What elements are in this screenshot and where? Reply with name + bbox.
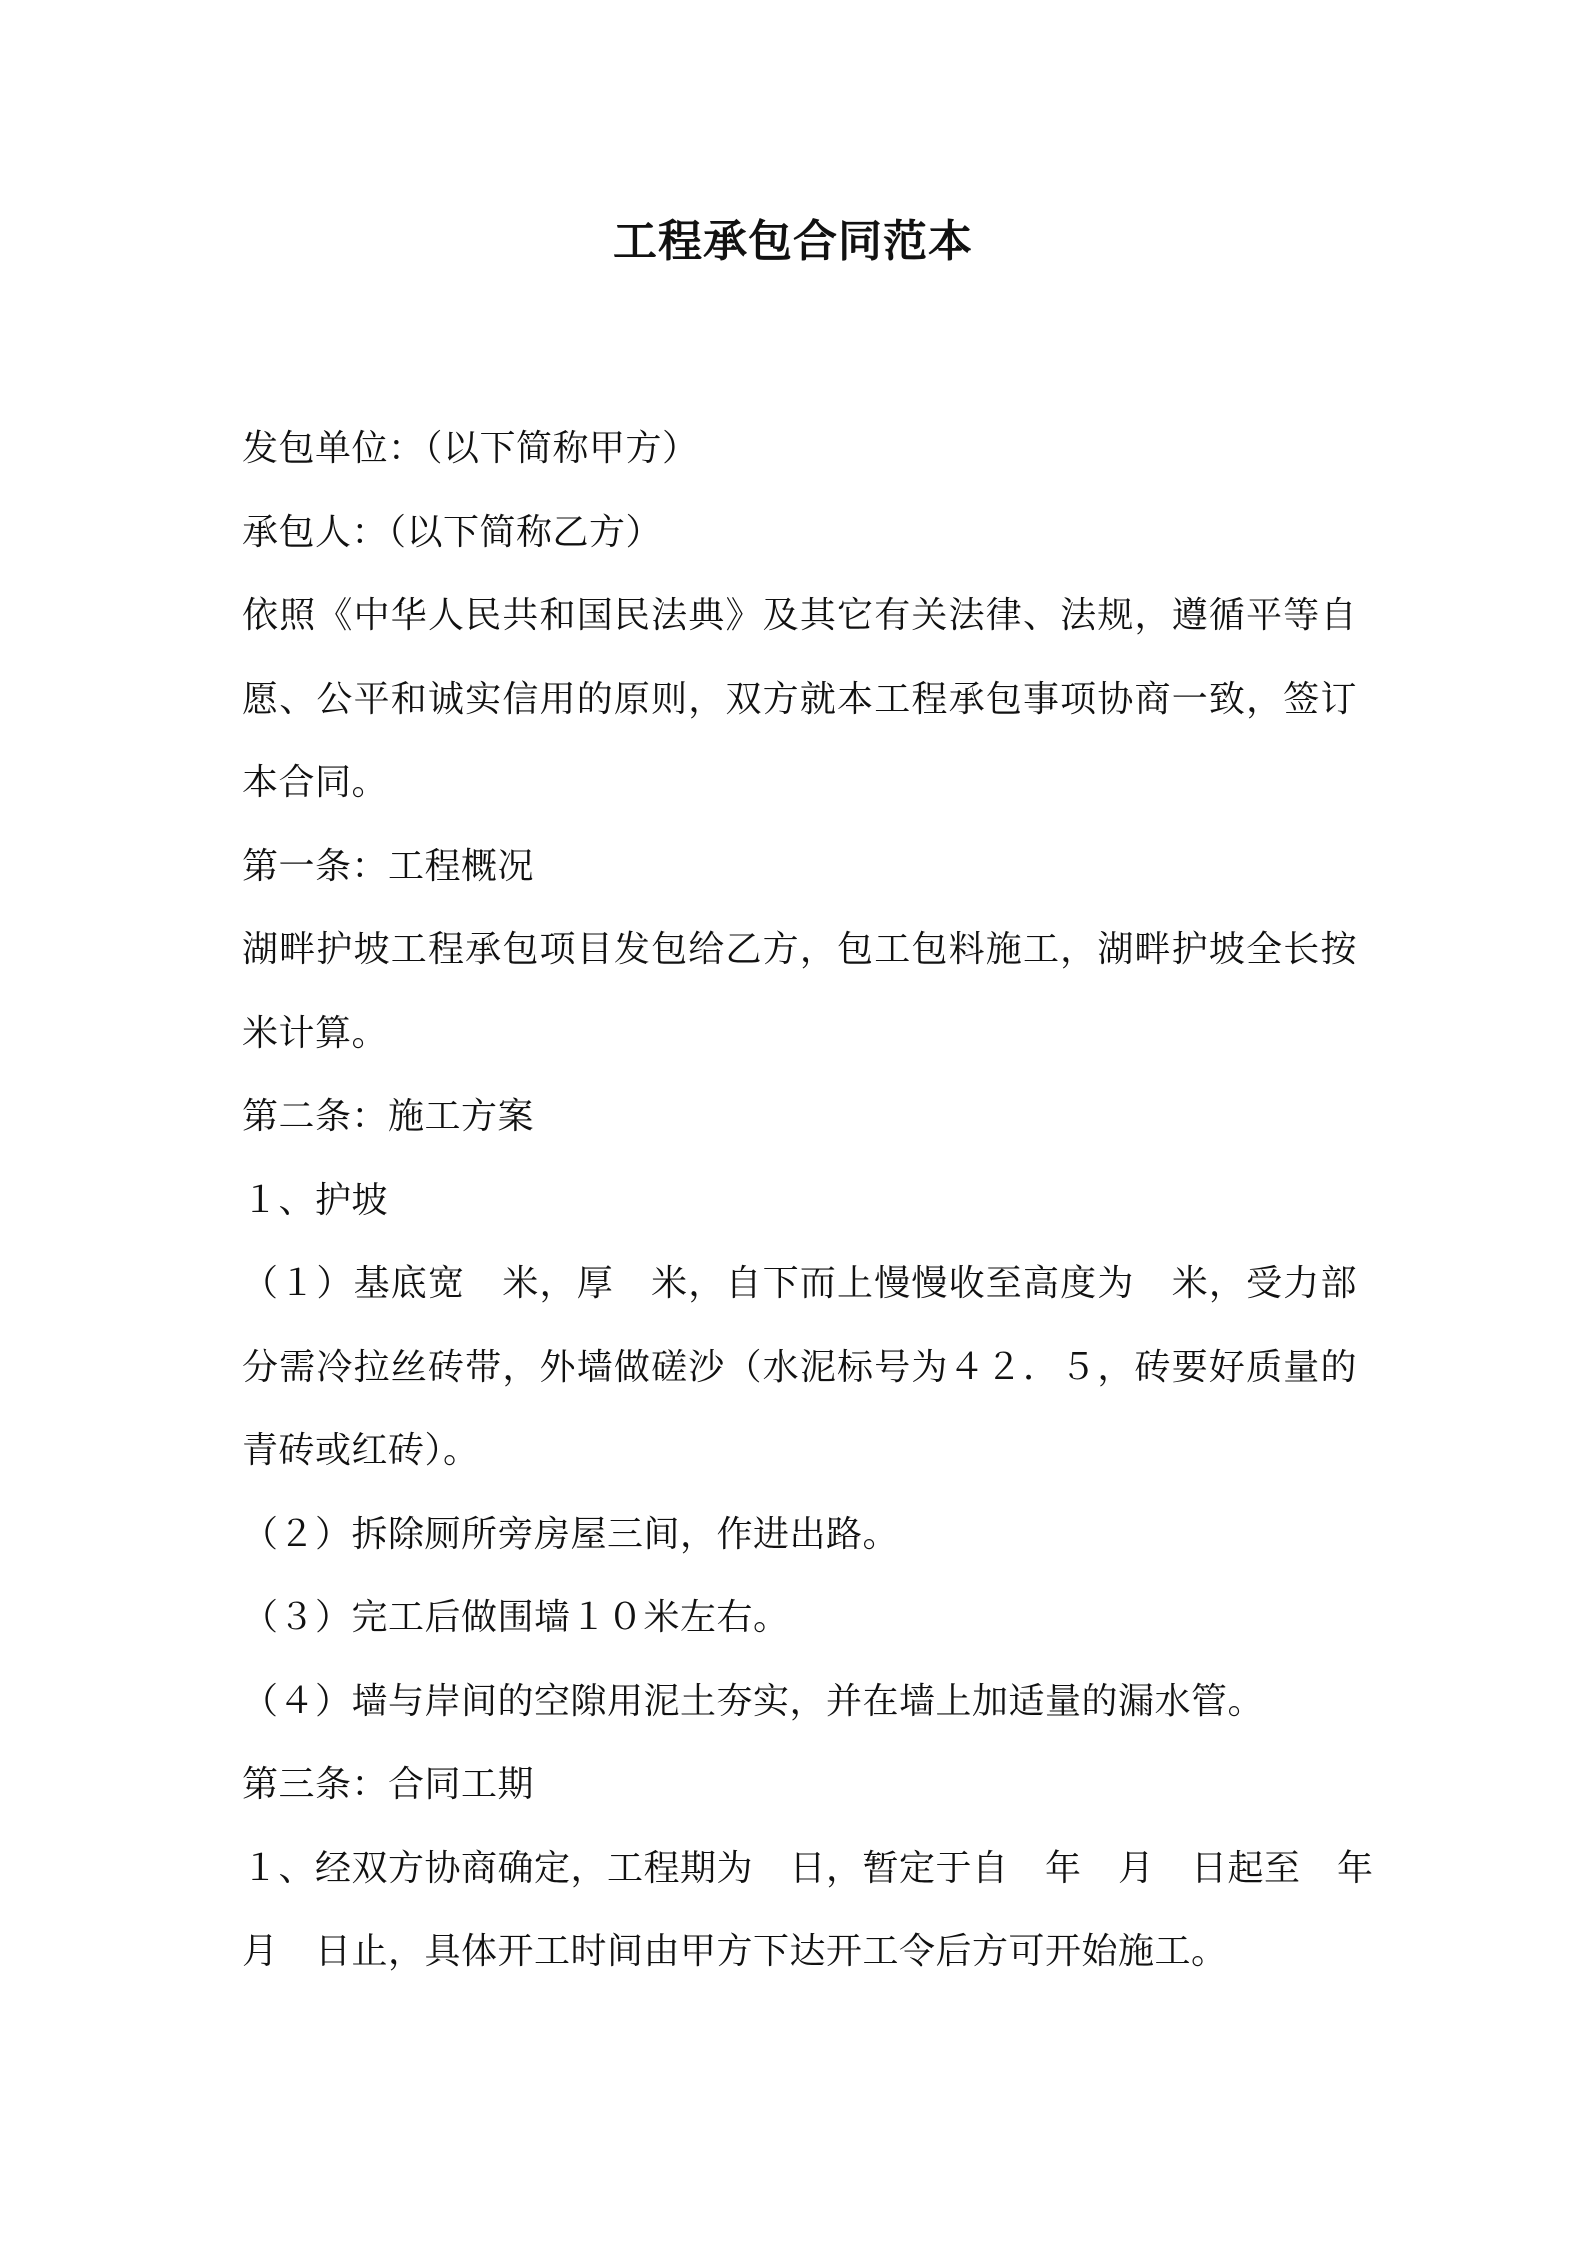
- paragraph-line: （３）完工后做围墙１０米左右。: [242, 1597, 790, 1638]
- paragraph-line: １、护坡: [242, 1179, 389, 1221]
- document-body: [242, 407, 1374, 1994]
- paragraph-line: 分需冷拉丝砖带，外墙做磋沙（水泥标号为４２．５，砖要好质量的: [242, 1346, 1357, 1388]
- paragraph-line: 青砖或红砖）。: [242, 1430, 480, 1471]
- paragraph-line: 湖畔护坡工程承包项目发包给乙方，包工包料施工，湖畔护坡全长按: [242, 929, 1357, 970]
- paragraph-line: 依照《中华人民共和国民法典》及其它有关法律、法规，遵循平等自: [242, 595, 1357, 636]
- paragraph-line: 第二条：施工方案: [242, 1096, 535, 1137]
- paragraph-line: 米计算。: [242, 1012, 389, 1054]
- paragraph-line: 本合同。: [242, 762, 389, 803]
- paragraph-line: 愿、公平和诚实信用的原则，双方就本工程承包事项协商一致，签订: [242, 678, 1357, 720]
- paragraph-line: 第一条：工程概况: [242, 845, 535, 887]
- paragraph-line: 月 日止，具体开工时间由甲方下达开工令后方可开始施工。: [242, 1931, 1228, 1972]
- paragraph-line: 第三条：合同工期: [242, 1764, 535, 1805]
- paragraph-line: 承包人：（以下简称乙方）: [242, 511, 663, 553]
- paragraph-line: （１）基底宽 米，厚 米，自下而上慢慢收至高度为 米，受力部: [242, 1263, 1357, 1304]
- paragraph-line: 发包单位：（以下简称甲方）: [242, 428, 699, 469]
- paragraph-line: （２）拆除厕所旁房屋三间，作进出路。: [242, 1513, 900, 1555]
- paragraph-line: （４）墙与岸间的空隙用泥土夯实，并在墙上加适量的漏水管。: [242, 1680, 1265, 1722]
- paragraph-line: １、经双方协商确定，工程期为 日，暂定于自 年 月 日起至 年: [242, 1847, 1374, 1889]
- document-title: 工程承包合同范本: [613, 216, 973, 267]
